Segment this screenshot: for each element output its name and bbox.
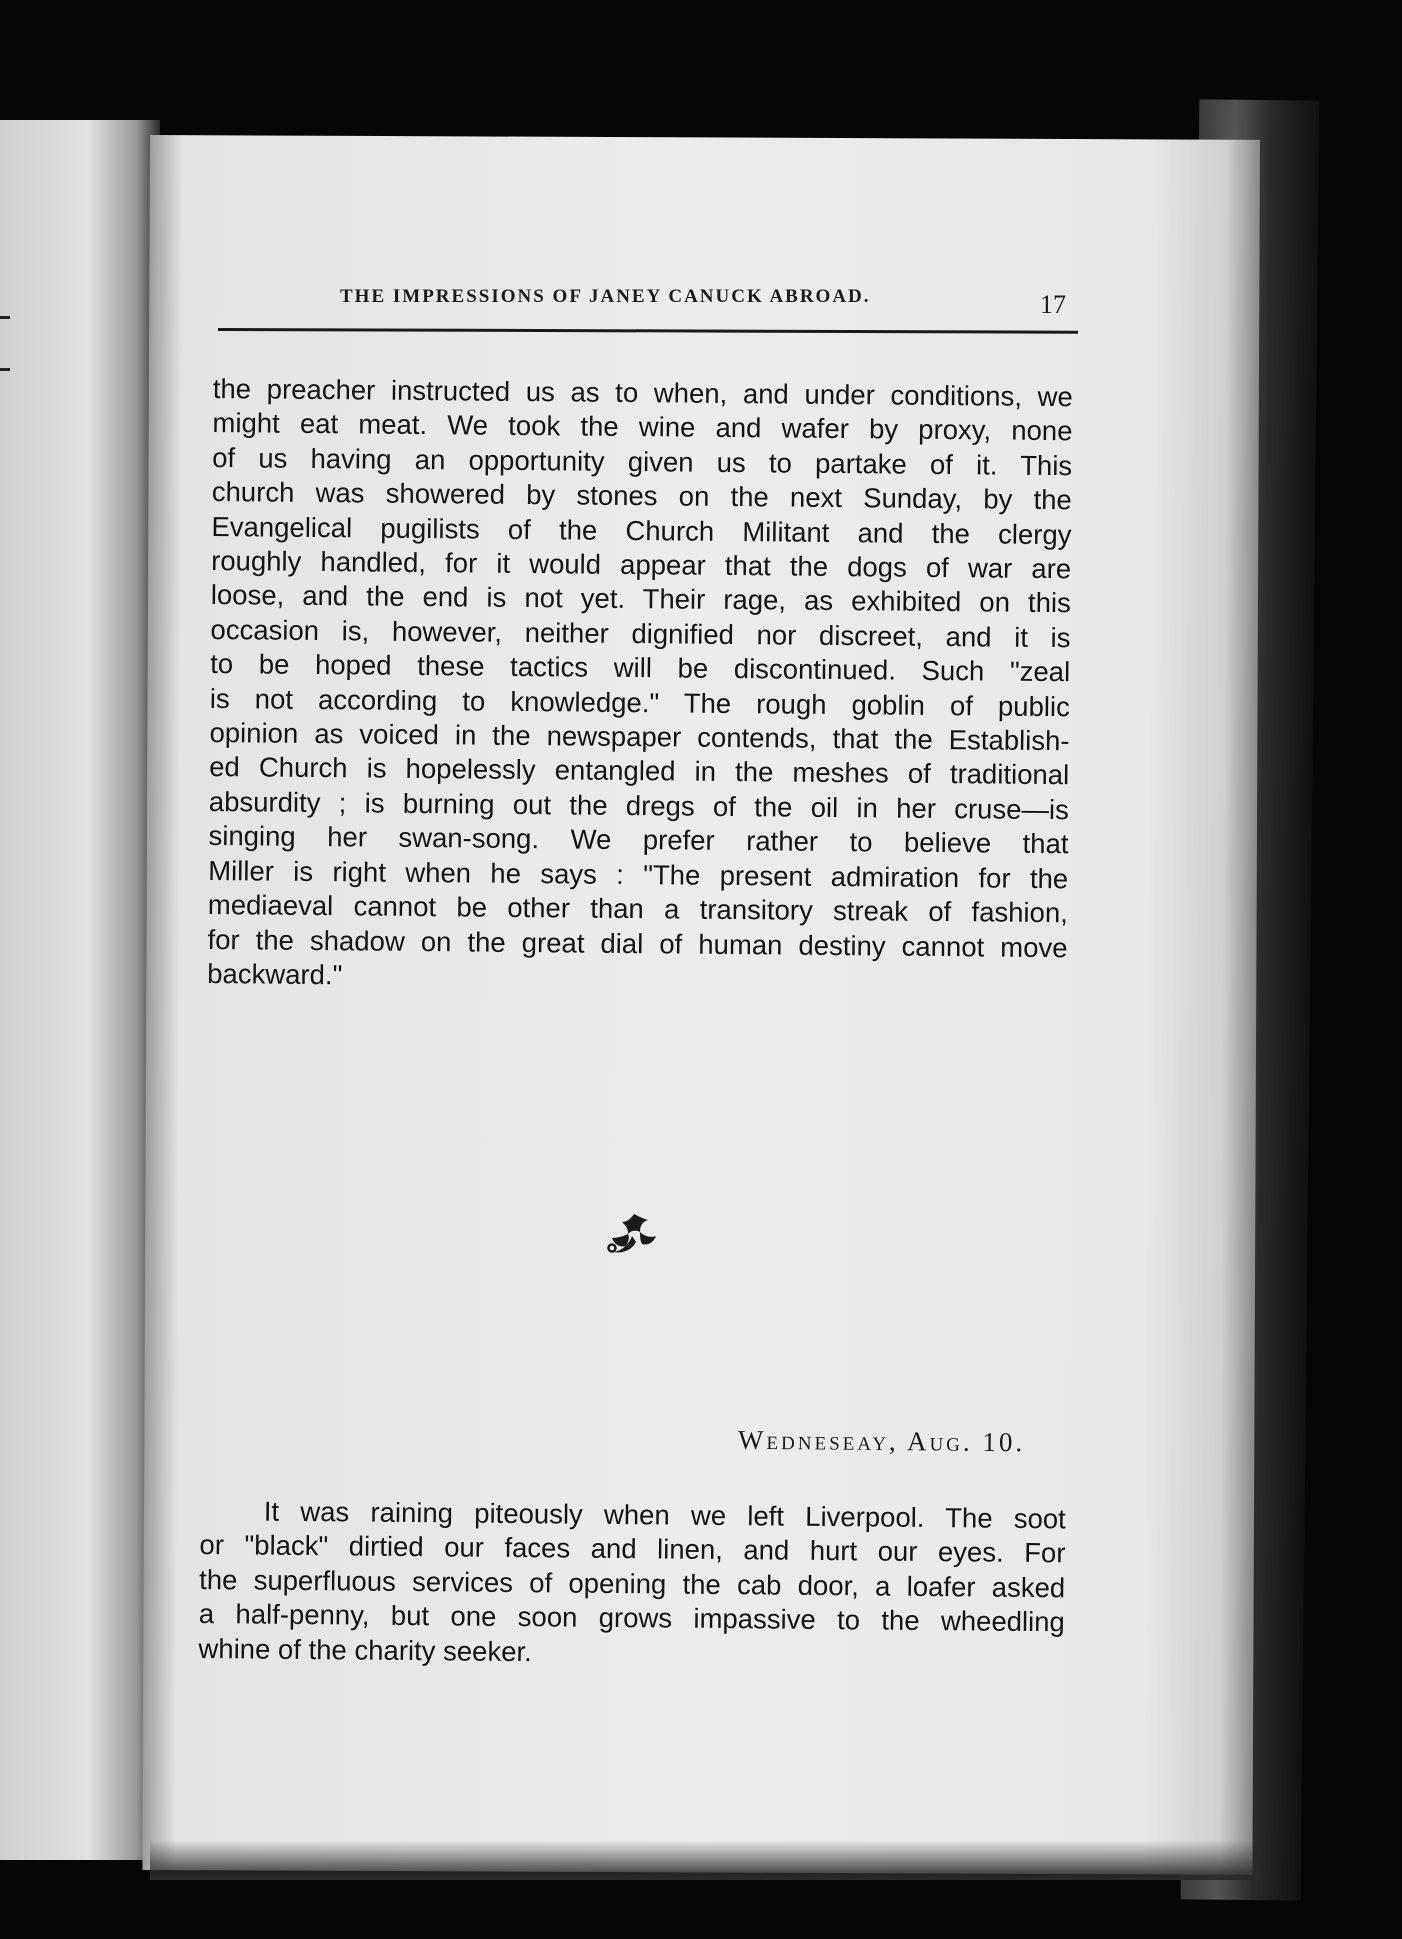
page-bottom-shadow	[150, 1840, 1260, 1880]
text-line: church was showered by stones on the next Sunday, by the	[211, 476, 1072, 516]
paragraph-2	[198, 1494, 1066, 1674]
fleuron-icon	[604, 1208, 664, 1260]
margin-tick-mark	[0, 316, 10, 319]
text-line: occasion is, however, neither dignified nor discreet, and it is	[210, 613, 1071, 654]
text-line: or "black" dirtied our faces and linen, and hurt our eyes. For	[199, 1529, 1066, 1569]
text-line: the preacher instructed us as to when, and under conditions, we	[212, 372, 1073, 413]
text-line: Evangelical pugilists of the Church Militant and the clergy	[211, 510, 1072, 550]
dateline: Wedneseay, Aug. 10.	[737, 1424, 1026, 1458]
page-number: 17	[1040, 290, 1066, 319]
text-line: absurdity ; is burning out the dregs of the oil in her cruse—is	[208, 785, 1069, 826]
margin-tick-mark	[0, 368, 10, 371]
text-line: the superfluous services of opening the cab door, a loafer asked	[199, 1563, 1066, 1604]
text-line: singing her swan-song. We prefer rather to believe that	[208, 820, 1069, 860]
facing-page-edge	[0, 120, 160, 1860]
text-line: whine of the charity seeker.	[198, 1632, 532, 1667]
text-line: roughly handled, for it would appear that the dogs of war are	[211, 545, 1072, 585]
text-line: for the shadow on the great dial of human destiny cannot move	[207, 923, 1068, 963]
paragraph-1	[207, 372, 1073, 1000]
text-line: is not according to knowledge." The rough goblin of public	[209, 682, 1070, 722]
text-line: backward."	[207, 957, 343, 991]
text-line: It was raining piteously when we left Liverpool. The soot	[263, 1495, 1066, 1535]
running-head: THE IMPRESSIONS OF JANEY CANUCK ABROAD.	[340, 286, 871, 307]
text-line: might eat meat. We took the wine and wafer by proxy, none	[212, 407, 1073, 447]
text-line: opinion as voiced in the newspaper contends, that the Establish-	[209, 717, 1070, 757]
text-line: loose, and the end is not yet. Their rage, as exhibited on this	[210, 579, 1071, 619]
text-line: a half-penny, but one soon grows impassive to the wheedling	[198, 1598, 1065, 1638]
text-line: mediaeval cannot be other than a transitory streak of fashion,	[207, 889, 1068, 929]
text-line: ed Church is hopelessly entangled in the meshes of traditional	[209, 751, 1070, 791]
text-line: of us having an opportunity given us to partake of it. This	[212, 441, 1073, 482]
text-line: Miller is right when he says : "The present admiration for the	[208, 854, 1069, 894]
text-line: to be hoped these tactics will be discontinued. Such "zeal	[210, 648, 1071, 688]
